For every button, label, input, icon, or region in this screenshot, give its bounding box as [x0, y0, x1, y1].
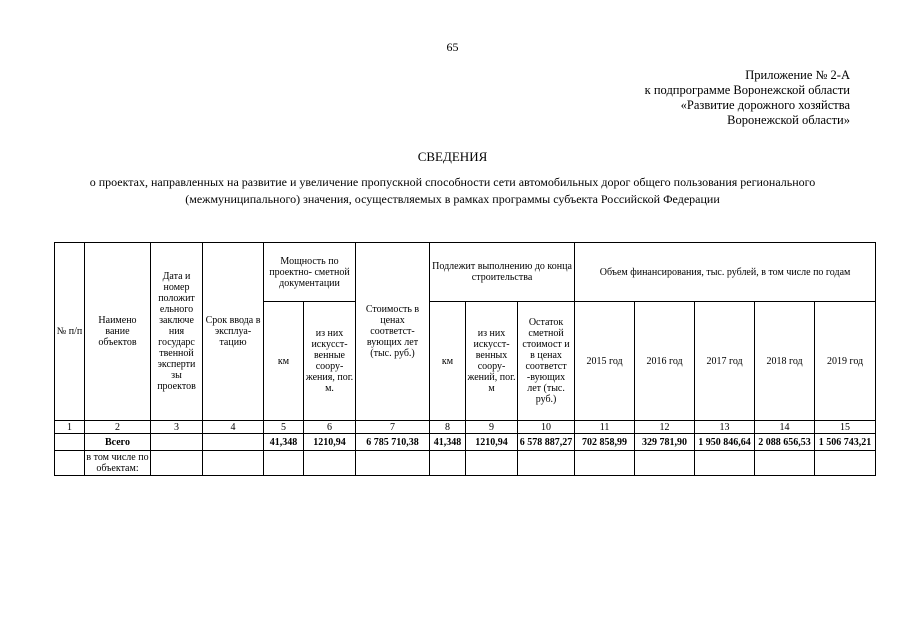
total-value: 329 781,90 [635, 434, 695, 451]
including-cell-empty [695, 451, 755, 476]
total-value: 1210,94 [466, 434, 518, 451]
total-value: 6 785 710,38 [356, 434, 430, 451]
including-label: в том числе по объектам: [86, 452, 149, 474]
column-number: 2 [85, 421, 151, 434]
header-structures-remaining: из них искусст- венных соору- жений, пог. м [466, 302, 518, 421]
header-remainder-cost: Остаток сметной стоимост и в ценах соответст -вующих лет (тыс. руб.) [518, 302, 575, 421]
column-number: 7 [356, 421, 430, 434]
appendix-line: Приложение № 2-А [745, 68, 850, 82]
including-cell-empty [304, 451, 356, 476]
total-label: Всего [85, 434, 151, 451]
including-cell-empty [635, 451, 695, 476]
column-number: 6 [304, 421, 356, 434]
total-cell-empty [151, 434, 203, 451]
column-number: 1 [55, 421, 85, 434]
subtitle-line: о проектах, направленных на развитие и увеличение пропускной способности сети автомобильных дорог общего пользования регионального [89, 175, 816, 189]
including-cell-empty [203, 451, 264, 476]
header-cost: Стоимость в ценах соответст- вующих лет (тыс. руб.) [356, 243, 430, 421]
including-cell-empty [466, 451, 518, 476]
column-number: 11 [575, 421, 635, 434]
header-year: 2016 год [635, 302, 695, 421]
column-number: 10 [518, 421, 575, 434]
including-cell-empty [151, 451, 203, 476]
column-number: 9 [466, 421, 518, 434]
header-commissioning-term: Срок ввода в эксплуа- тацию [203, 243, 264, 421]
appendix-line: Воронежской области» [727, 113, 850, 127]
header-structures: из них искусст- венные соору- жения, пог. м. [304, 302, 356, 421]
column-number-row [55, 421, 876, 434]
header-year: 2018 год [755, 302, 815, 421]
including-cell-empty [755, 451, 815, 476]
header-year: 2017 год [695, 302, 755, 421]
including-cell-empty [815, 451, 876, 476]
column-number: 8 [430, 421, 466, 434]
header-to-complete: Подлежит выполнению до конца строительства [430, 243, 575, 302]
total-cell-num [55, 434, 85, 451]
appendix-header [645, 68, 850, 128]
including-row [55, 451, 876, 476]
document-title: СВЕДЕНИЯ [417, 149, 488, 164]
total-row [55, 434, 876, 451]
header-object-name: Наимено вание объектов [85, 243, 151, 421]
column-number: 14 [755, 421, 815, 434]
total-value: 6 578 887,27 [518, 434, 575, 451]
column-number: 5 [264, 421, 304, 434]
document-subtitle [60, 174, 845, 208]
header-km: км [264, 302, 304, 421]
subtitle-line: (межмуниципального) значения, осуществляемых в рамках программы субъекта Российской Федерации [185, 192, 720, 206]
page-number: 65 [446, 40, 459, 54]
header-km-remaining: км [430, 302, 466, 421]
column-number: 13 [695, 421, 755, 434]
including-cell-empty [430, 451, 466, 476]
header-num: № п/п [55, 243, 85, 421]
including-cell-empty [575, 451, 635, 476]
total-value: 1 950 846,64 [695, 434, 755, 451]
total-value: 41,348 [430, 434, 466, 451]
total-value: 41,348 [264, 434, 304, 451]
column-number: 15 [815, 421, 876, 434]
appendix-line: к подпрограмме Воронежской области [644, 83, 850, 97]
column-number: 4 [203, 421, 264, 434]
including-cell-empty [356, 451, 430, 476]
header-funding: Объем финансирования, тыс. рублей, в том числе по годам [575, 243, 876, 302]
header-expertise: Дата и номер положит ельного заключе ния государс твенной эксперти зы проектов [151, 243, 203, 421]
column-number: 3 [151, 421, 203, 434]
total-value: 702 858,99 [575, 434, 635, 451]
column-number: 12 [635, 421, 695, 434]
total-cell-empty [203, 434, 264, 451]
appendix-line: «Развитие дорожного хозяйства [680, 98, 850, 112]
including-cell-empty [518, 451, 575, 476]
total-value: 1210,94 [304, 434, 356, 451]
projects-table [54, 242, 876, 476]
including-cell-empty [55, 451, 85, 476]
including-cell-empty [264, 451, 304, 476]
total-value: 1 506 743,21 [815, 434, 876, 451]
header-year: 2019 год [815, 302, 876, 421]
header-capacity: Мощность по проектно- сметной документации [264, 243, 356, 302]
header-year: 2015 год [575, 302, 635, 421]
total-value: 2 088 656,53 [755, 434, 815, 451]
